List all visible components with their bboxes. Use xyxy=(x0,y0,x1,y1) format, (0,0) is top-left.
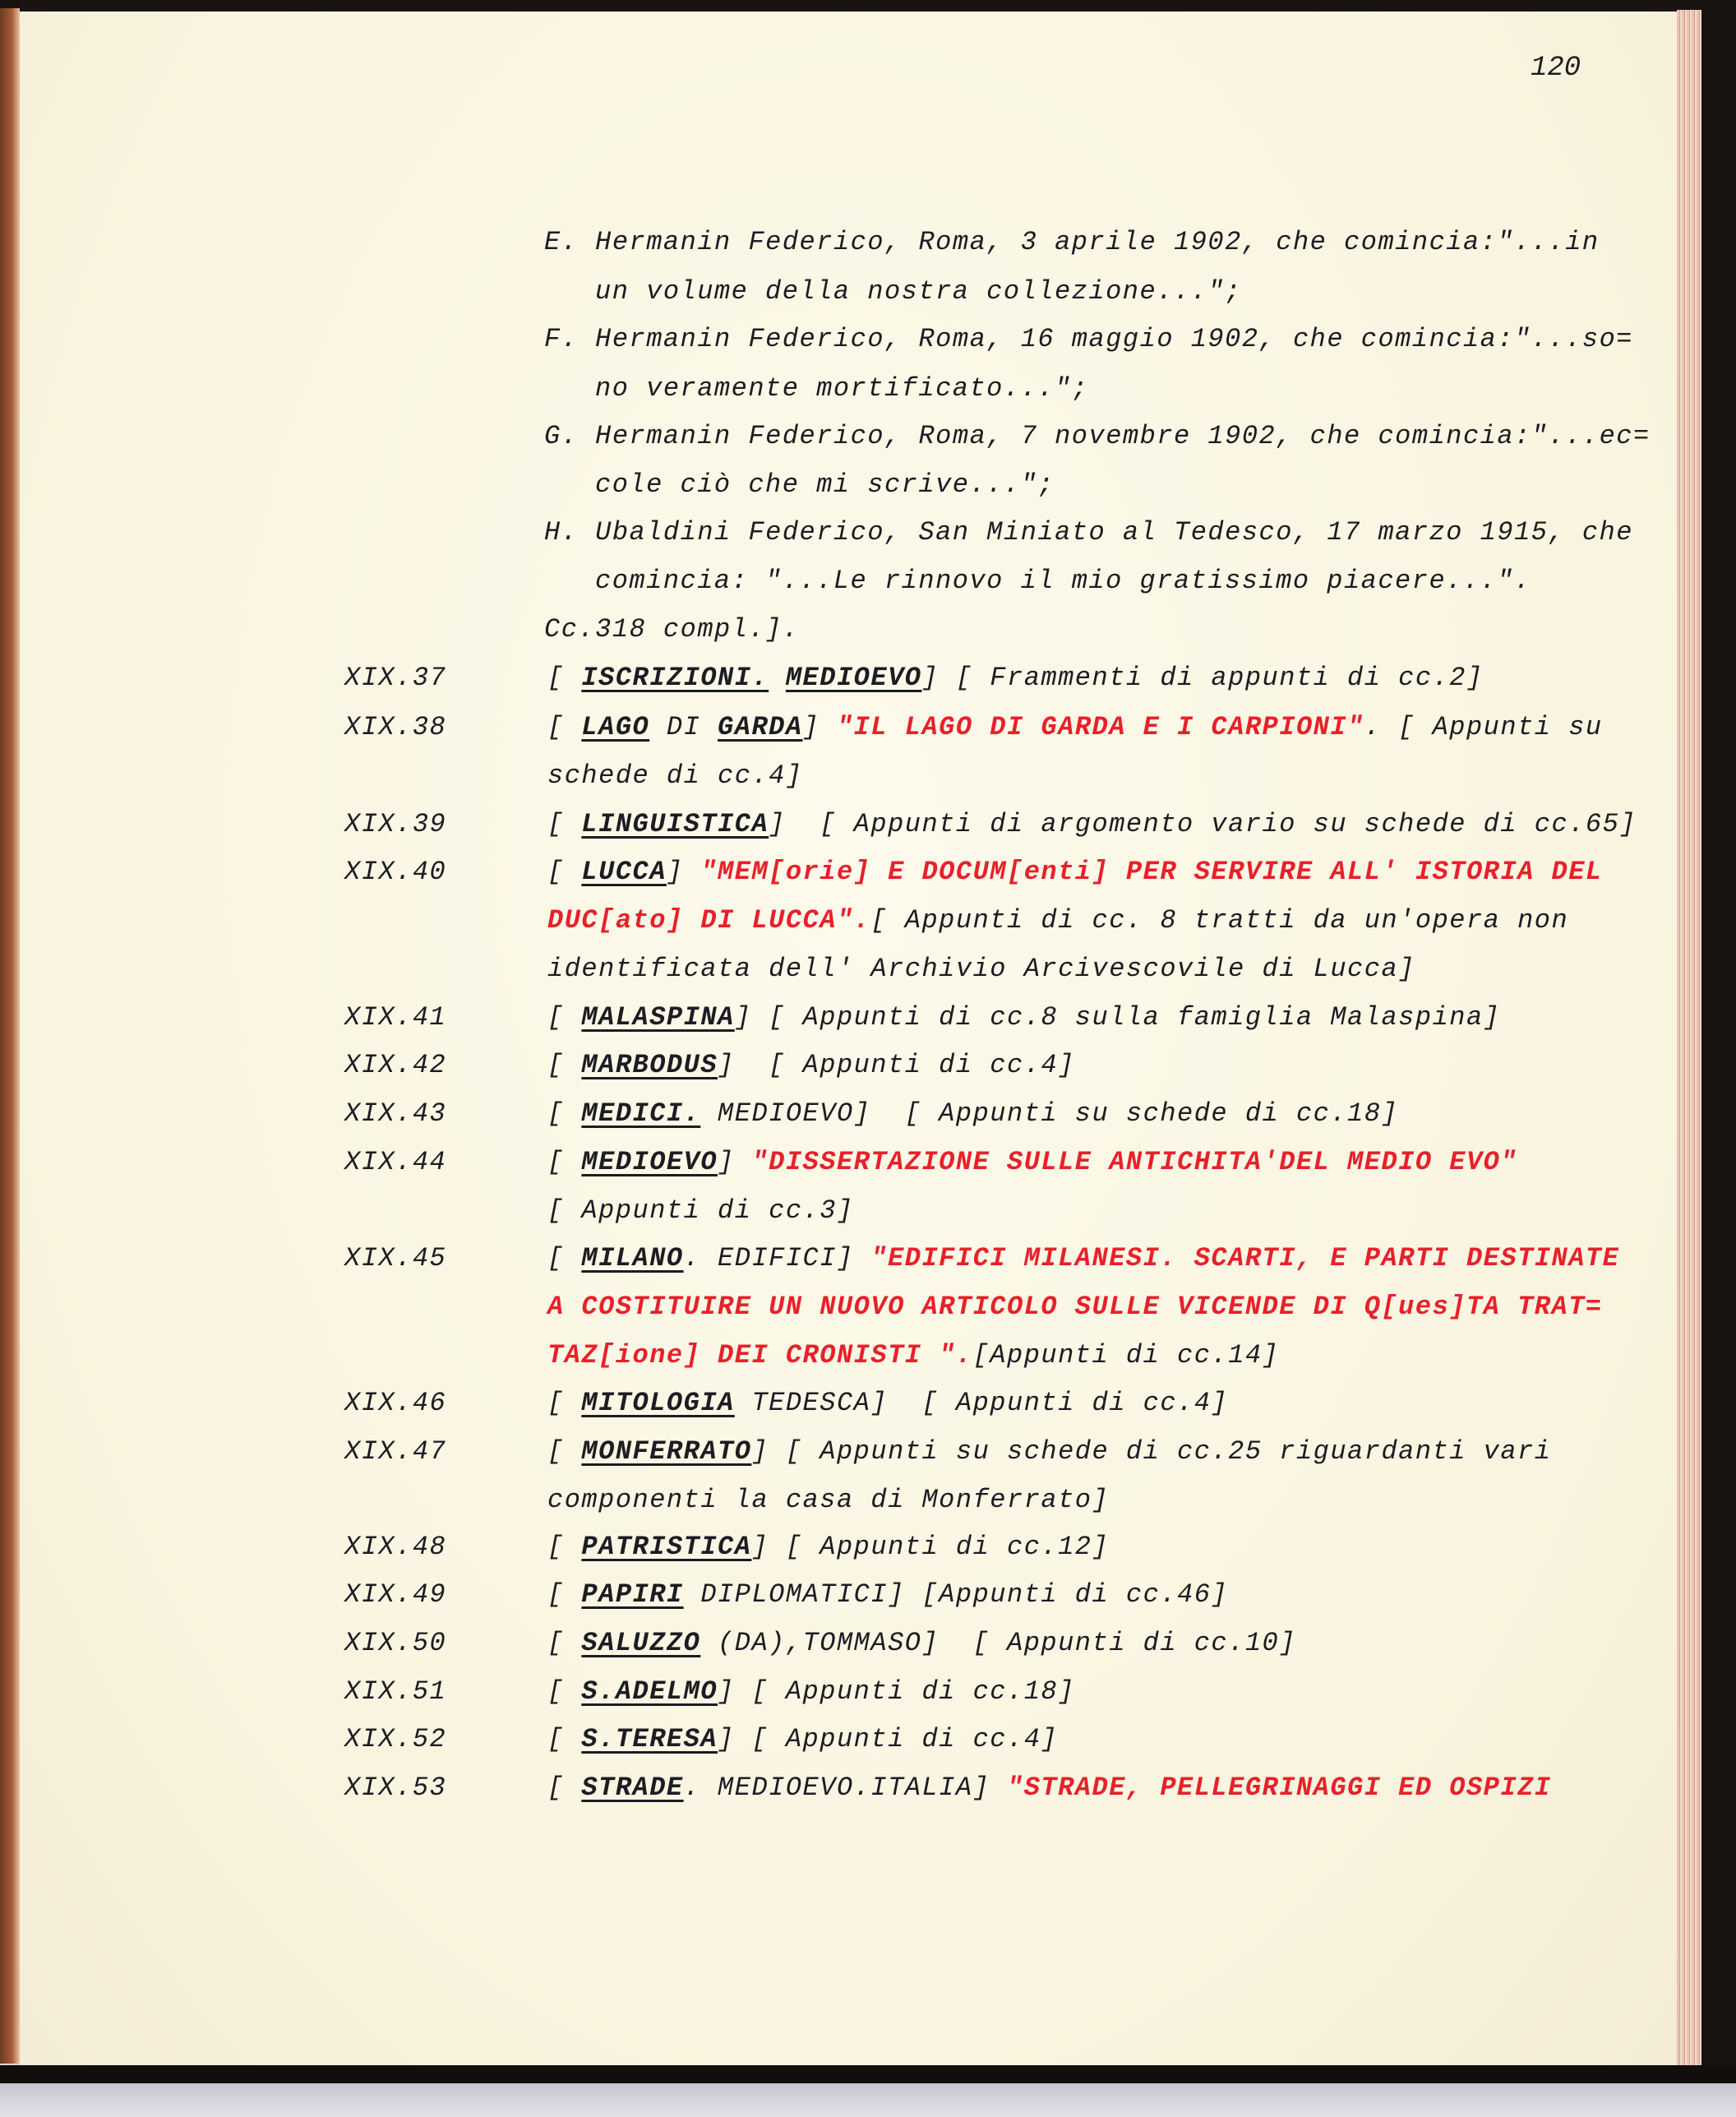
subject-heading: ISCRIZIONI. xyxy=(581,663,769,693)
entry-text: [ xyxy=(547,1436,582,1467)
subject-heading: S.ADELMO xyxy=(581,1676,718,1707)
entry-line xyxy=(547,1676,1075,1707)
entry-text: [ xyxy=(547,857,582,887)
entry-line xyxy=(547,760,803,791)
letter-e-line-1: E. Hermanin Federico, Roma, 3 aprile 1902, che comincia:"...in xyxy=(544,227,1600,257)
entry-text: [ Appunti di cc. 8 tratti da un'opera non xyxy=(870,905,1569,936)
entry-label: XIX.39 xyxy=(344,809,447,839)
entry-text: [ xyxy=(547,1243,582,1273)
entry-text: [ Appunti di cc.3] xyxy=(547,1195,854,1226)
entry-text: TEDESCA] [ Appunti di cc.4] xyxy=(734,1388,1229,1418)
entry-line xyxy=(547,1292,1603,1322)
entry-label: XIX.45 xyxy=(344,1243,447,1273)
entry-label: XIX.49 xyxy=(344,1579,447,1610)
entry-text: ] [ Frammenti di appunti di cc.2] xyxy=(921,663,1484,693)
entry-text: ] [ Appunti di cc.8 sulla famiglia Malaspina] xyxy=(734,1002,1501,1033)
book-spine-edge xyxy=(0,8,20,2064)
entry-line xyxy=(547,1773,1551,1803)
entry-line xyxy=(547,1195,854,1226)
entry-text: [ xyxy=(547,809,582,839)
entry-line xyxy=(547,1628,1296,1658)
letter-g-line-1: G. Hermanin Federico, Roma, 7 novembre 1902, che comincia:"...ec= xyxy=(544,421,1651,451)
letter-f-line-1: F. Hermanin Federico, Roma, 16 maggio 1902, che comincia:"...so= xyxy=(544,324,1633,354)
entry-text: DI xyxy=(649,712,718,742)
subject-heading: MARBODUS xyxy=(581,1050,718,1080)
book-cover-edge xyxy=(1701,8,1736,2083)
entry-text: [ xyxy=(547,1002,582,1033)
subject-heading: LUCCA xyxy=(581,857,667,887)
subject-heading: MALASPINA xyxy=(581,1002,735,1033)
entry-text: . EDIFICI] xyxy=(683,1243,871,1273)
entry-line xyxy=(547,712,1603,742)
entry-text: schede di cc.4] xyxy=(547,760,803,791)
entry-label: XIX.40 xyxy=(344,857,447,887)
entry-text: ] [ Appunti di cc.12] xyxy=(751,1532,1110,1562)
entry-line xyxy=(547,1532,1109,1562)
page-number: 120 xyxy=(1531,53,1581,84)
entry-line xyxy=(547,1243,1619,1273)
entry-text: componenti la casa di Monferrato] xyxy=(547,1485,1110,1515)
red-title: "DISSERTAZIONE SULLE ANTICHITA'DEL MEDIO EVO" xyxy=(751,1147,1518,1177)
entry-text: [ xyxy=(547,1724,582,1754)
entry-text: [ xyxy=(547,1098,582,1129)
entry-label: XIX.38 xyxy=(344,712,447,742)
entry-label: XIX.43 xyxy=(344,1098,447,1129)
entry-text: [ xyxy=(547,1050,582,1080)
entry-label: XIX.53 xyxy=(344,1773,447,1803)
subject-heading: MILANO xyxy=(581,1243,684,1273)
entry-text: [ xyxy=(547,712,582,742)
entry-text: . [ Appunti su xyxy=(1364,712,1603,742)
red-title: TAZ[ione] DEI CRONISTI ". xyxy=(547,1340,973,1371)
entry-text: [ xyxy=(547,1579,582,1610)
entry-text: ] [ Appunti di cc.18] xyxy=(718,1676,1075,1707)
entry-text: DIPLOMATICI] [Appunti di cc.46] xyxy=(683,1579,1229,1610)
entry-line xyxy=(547,1436,1551,1467)
total-leaves-note: Cc.318 compl.]. xyxy=(544,614,800,645)
letter-h-line-2: comincia: "...Le rinnovo il mio gratissimo piacere...". xyxy=(595,566,1531,596)
entry-label: XIX.47 xyxy=(344,1436,447,1467)
entry-text: ] [ Appunti su schede di cc.25 riguardanti vari xyxy=(751,1436,1552,1467)
subject-heading: LINGUISTICA xyxy=(581,809,769,839)
entry-text: [ xyxy=(547,1532,582,1562)
entry-text: identificata dell' Archivio Arcivescovile di Lucca] xyxy=(547,954,1415,984)
document-page xyxy=(20,12,1677,2065)
subject-heading: GARDA xyxy=(718,712,803,742)
book-bottom-edge xyxy=(0,2065,1736,2083)
subject-heading: MITOLOGIA xyxy=(581,1388,735,1418)
entry-line xyxy=(547,1579,1228,1610)
subject-heading: MEDIOEVO xyxy=(581,1147,718,1177)
red-title: A COSTITUIRE UN NUOVO ARTICOLO SULLE VICENDE DI Q[ues]TA TRAT= xyxy=(547,1292,1603,1322)
entry-text: [ xyxy=(547,663,582,693)
entry-line xyxy=(547,1098,1398,1129)
entry-line xyxy=(547,1388,1228,1418)
subject-heading: PAPIRI xyxy=(581,1579,684,1610)
subject-heading: S.TERESA xyxy=(581,1724,718,1754)
entry-text: [Appunti di cc.14] xyxy=(972,1340,1280,1371)
subject-heading: MEDICI. xyxy=(581,1098,701,1129)
entry-line xyxy=(547,1485,1109,1515)
entry-line xyxy=(547,809,1637,839)
entry-text: . MEDIOEVO.ITALIA] xyxy=(683,1773,1007,1803)
letter-h-line-1: H. Ubaldini Federico, San Miniato al Tedesco, 17 marzo 1915, che xyxy=(544,517,1633,548)
entry-text: ] xyxy=(802,712,837,742)
entry-line xyxy=(547,954,1415,984)
entry-text: ] xyxy=(718,1147,752,1177)
entry-label: XIX.44 xyxy=(344,1147,447,1177)
subject-heading: SALUZZO xyxy=(581,1628,701,1658)
subject-heading: STRADE xyxy=(581,1773,684,1803)
entry-line xyxy=(547,857,1603,887)
red-title: "STRADE, PELLEGRINAGGI ED OSPIZI xyxy=(1006,1773,1552,1803)
red-title: "MEM[orie] E DOCUM[enti] PER SERVIRE ALL' ISTORIA DEL xyxy=(700,857,1603,887)
entry-text: [ xyxy=(547,1388,582,1418)
red-title: DUC[ato] DI LUCCA". xyxy=(547,905,871,936)
entry-text: ] [ Appunti di cc.4] xyxy=(718,1724,1059,1754)
letter-e-line-2: un volume della nostra collezione..."; xyxy=(595,276,1242,307)
entry-line xyxy=(547,1340,1279,1371)
entry-label: XIX.46 xyxy=(344,1388,447,1418)
letter-f-line-2: no veramente mortificato..."; xyxy=(595,373,1089,404)
subject-heading: PATRISTICA xyxy=(581,1532,752,1562)
entry-text: MEDIOEVO] [ Appunti su schede di cc.18] xyxy=(700,1098,1399,1129)
entry-text: (DA),TOMMASO] [ Appunti di cc.10] xyxy=(700,1628,1296,1658)
entry-text xyxy=(769,663,786,693)
red-title: "IL LAGO DI GARDA E I CARPIONI" xyxy=(836,712,1364,742)
entry-line xyxy=(547,1724,1058,1754)
page-stack-edge xyxy=(1677,10,1705,2065)
scan-background xyxy=(0,2083,1736,2117)
subject-heading: LAGO xyxy=(581,712,650,742)
entry-line xyxy=(547,1050,1075,1080)
red-title: "EDIFICI MILANESI. SCARTI, E PARTI DESTINATE xyxy=(870,1243,1620,1273)
letter-g-line-2: cole ciò che mi scrive..."; xyxy=(595,469,1055,500)
entry-text: ] [ Appunti di cc.4] xyxy=(718,1050,1075,1080)
entry-line xyxy=(547,1147,1517,1177)
entry-label: XIX.41 xyxy=(344,1002,447,1033)
entry-text: [ xyxy=(547,1676,582,1707)
entry-label: XIX.52 xyxy=(344,1724,447,1754)
entry-text: [ xyxy=(547,1147,582,1177)
entry-line xyxy=(547,905,1568,936)
entry-label: XIX.51 xyxy=(344,1676,447,1707)
entry-line xyxy=(547,1002,1500,1033)
entry-line xyxy=(547,663,1484,693)
entry-text: [ xyxy=(547,1628,582,1658)
entry-text: ] [ Appunti di argomento vario su schede di cc.65] xyxy=(769,809,1637,839)
entry-text: [ xyxy=(547,1773,582,1803)
book-top-edge xyxy=(0,0,1736,12)
entry-label: XIX.42 xyxy=(344,1050,447,1080)
entry-label: XIX.50 xyxy=(344,1628,447,1658)
entry-label: XIX.37 xyxy=(344,663,447,693)
entry-label: XIX.48 xyxy=(344,1532,447,1562)
entry-text: ] xyxy=(666,857,701,887)
subject-heading: MEDIOEVO xyxy=(785,663,922,693)
subject-heading: MONFERRATO xyxy=(581,1436,752,1467)
